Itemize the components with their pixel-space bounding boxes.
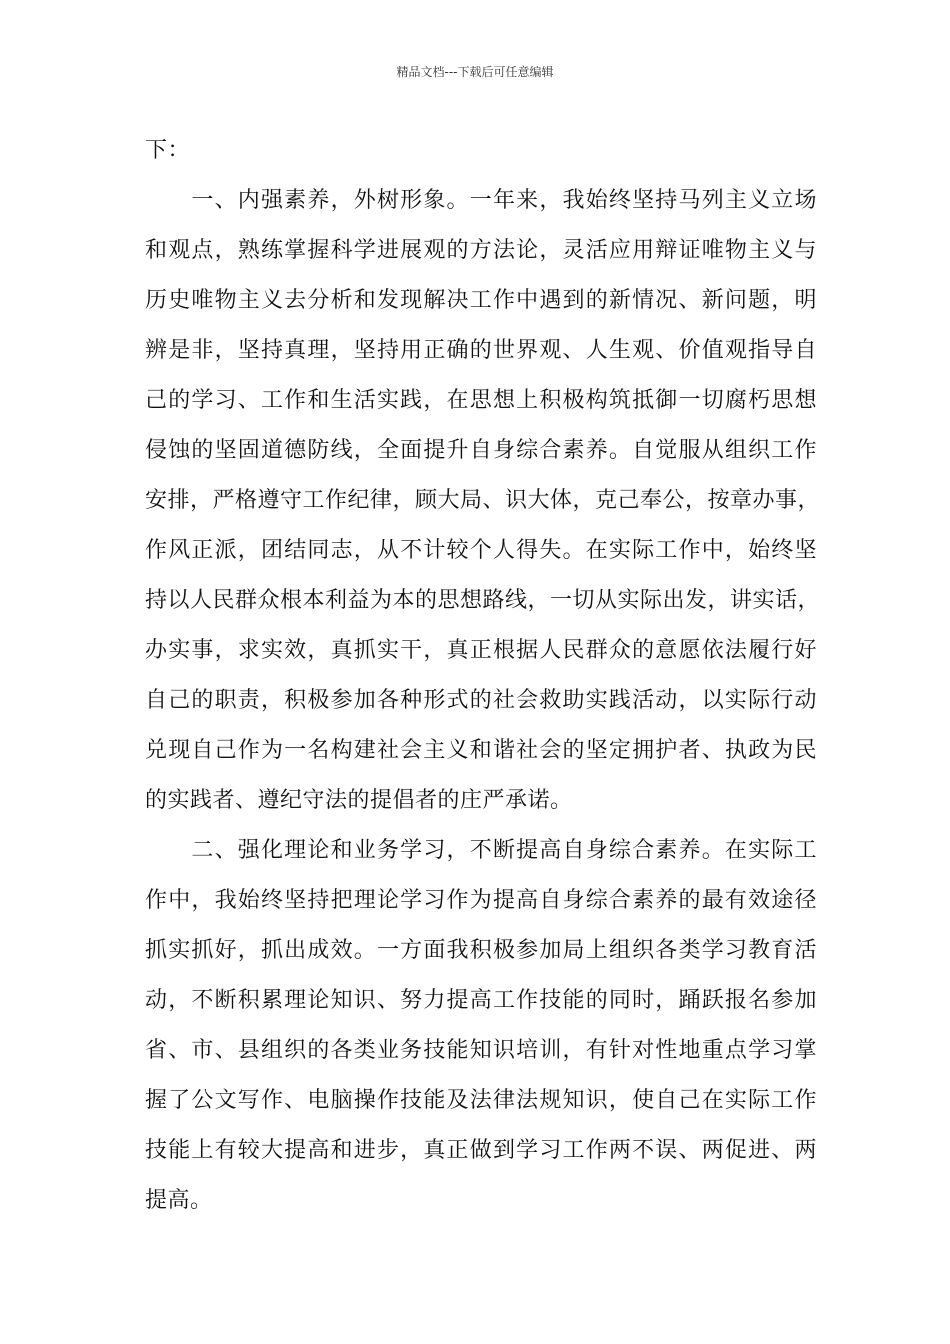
text-line: 握了公文写作、电脑操作技能及法律法规知识，使自己在实际工作 (145, 1088, 817, 1113)
text-line: 和观点，熟练掌握科学进展观的方法论，灵活应用辩证唯物主义与 (145, 238, 817, 263)
text-line: 持以人民群众根本利益为本的思想路线，一切从实际出发，讲实话， (145, 588, 821, 613)
text-line: 辨是非，坚持真理，坚持用正确的世界观、人生观、价值观指导自 (145, 338, 817, 363)
text-line: 提高。 (145, 1188, 213, 1213)
text-line: 一、内强素养，外树形象。一年来，我始终坚持马列主义立场 (145, 188, 817, 213)
text-line: 兑现自己作为一名构建社会主义和谐社会的坚定拥护者、执政为民 (145, 738, 817, 763)
text-line: 历史唯物主义去分析和发现解决工作中遇到的新情况、新问题，明 (145, 288, 817, 313)
text-line: 动，不断积累理论知识、努力提高工作技能的同时，踊跃报名参加 (145, 988, 817, 1013)
text-line: 作风正派，团结同志，从不计较个人得失。在实际工作中，始终坚 (145, 538, 817, 563)
text-line: 的实践者、遵纪守法的提倡者的庄严承诺。 (145, 788, 573, 813)
text-line: 己的学习、工作和生活实践，在思想上积极构筑抵御一切腐朽思想 (145, 388, 817, 413)
text-line: 作中，我始终坚持把理论学习作为提高自身综合素养的最有效途径 (145, 888, 817, 913)
text-line: 办实事，求实效，真抓实干，真正根据人民群众的意愿依法履行好 (145, 638, 817, 663)
page-header: 精品文档---下载后可任意编辑 (396, 65, 554, 79)
text-line: 二、强化理论和业务学习，不断提高自身综合素养。在实际工 (145, 838, 817, 863)
document-body (145, 126, 821, 1226)
text-line: 抓实抓好，抓出成效。一方面我积极参加局上组织各类学习教育活 (145, 938, 817, 963)
text-line: 安排，严格遵守工作纪律，顾大局、识大体，克己奉公，按章办事， (145, 488, 821, 513)
text-line: 技能上有较大提高和进步，真正做到学习工作两不误、两促进、两 (145, 1138, 817, 1163)
text-line: 侵蚀的坚固道德防线，全面提升自身综合素养。自觉服从组织工作 (145, 438, 817, 463)
text-line: 下： (145, 138, 191, 163)
text-line: 省、市、县组织的各类业务技能知识培训，有针对性地重点学习掌 (145, 1038, 817, 1063)
text-line: 自己的职责，积极参加各种形式的社会救助实践活动，以实际行动 (145, 688, 817, 713)
